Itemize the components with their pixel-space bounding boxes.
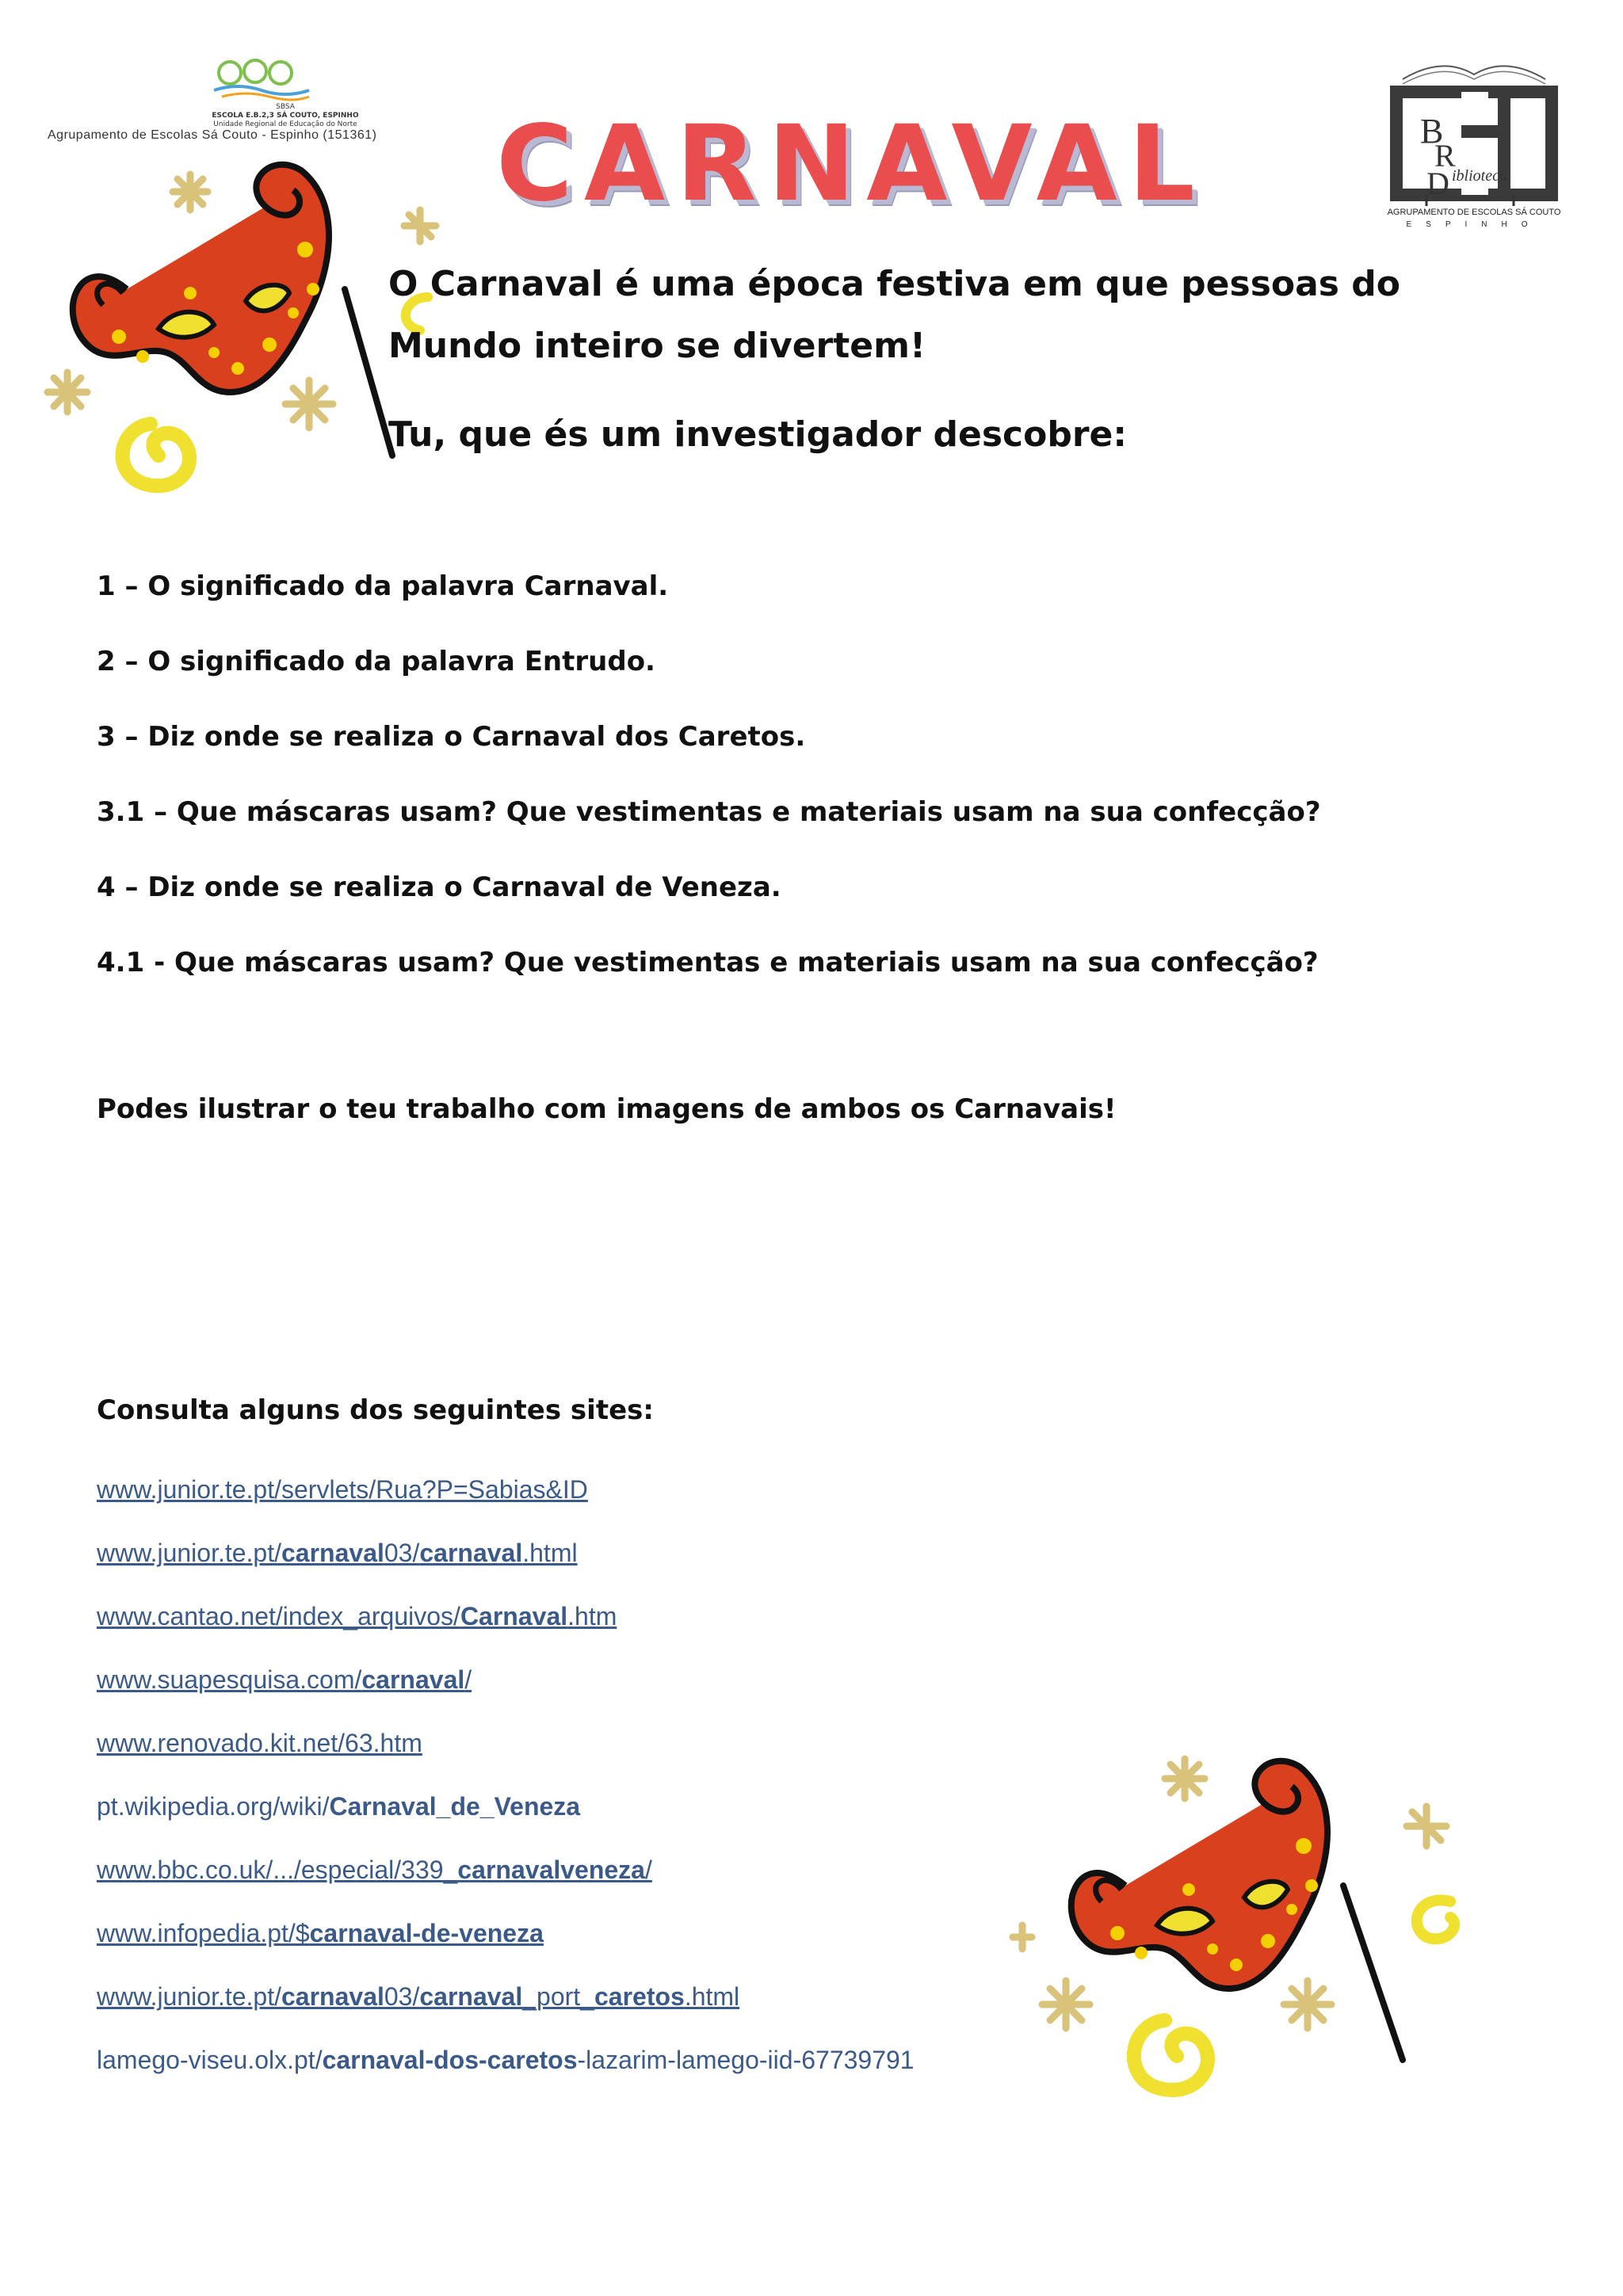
site-link[interactable] (97, 1470, 915, 1533)
carnival-mask-bottom (1006, 1727, 1482, 2139)
link-text: www.junior.te.pt/ (97, 1982, 281, 2011)
link-keyword: carnaval (361, 1665, 465, 1694)
link-text: www.junior.te.pt/servlets/Rua?P=Sabias&ID (97, 1475, 588, 1504)
intro-paragraph: O Carnaval é uma época festiva em que pessoas do Mundo inteiro se divertem! (388, 264, 1401, 366)
question-item: 1 – O significado da palavra Carnaval. (97, 570, 669, 602)
link-text: -lazarim-lamego-iid-67739791 (577, 2046, 915, 2074)
link-keyword: carnaval-dos-caretos (322, 2046, 578, 2074)
link-text: _port_ (522, 1982, 594, 2011)
link-keyword: caretos (594, 1982, 685, 2011)
link-keyword: Carnaval_de_Veneza (329, 1792, 581, 1821)
question-item: 4.1 - Que máscaras usam? Que vestimentas e materiais usam na sua confecção? (97, 947, 1319, 978)
illustrate-note: Podes ilustrar o teu trabalho com imagens de ambos os Carnavais! (97, 1093, 1117, 1125)
link-text: www.junior.te.pt/ (97, 1539, 281, 1567)
link-text: .html (684, 1982, 740, 2011)
school-emblem-caption: SBSA ESCOLA E.B.2,3 SÁ COUTO, ESPINHO Unidade Regional de Educação do Norte (212, 103, 359, 128)
title-text: CARNAVAL (496, 103, 1206, 225)
site-link[interactable] (97, 1787, 915, 1850)
library-logo-subcaption: ESPINHO (1406, 220, 1542, 229)
svg-text:R: R (1434, 138, 1456, 174)
site-link[interactable] (97, 1977, 915, 2040)
site-link-list (97, 1470, 915, 2103)
link-text: / (644, 1855, 652, 1884)
library-book-icon (1379, 55, 1569, 206)
link-text: .htm (567, 1602, 617, 1630)
link-text: www.renovado.kit.net/63.htm (97, 1729, 422, 1757)
sites-heading: Consulta alguns dos seguintes sites: (97, 1394, 654, 1426)
link-keyword: carnavalveneza (457, 1855, 645, 1884)
carnival-mask-icon (1006, 1727, 1482, 2139)
school-name: Agrupamento de Escolas Sá Couto - Espinho (151361) (48, 128, 377, 142)
svg-text:D: D (1426, 166, 1449, 201)
library-logo-caption: AGRUPAMENTO DE ESCOLAS SÁ COUTO (1387, 208, 1561, 217)
svg-text:B: B (1420, 112, 1444, 151)
site-link[interactable] (97, 1913, 915, 1977)
library-logo (1379, 55, 1569, 230)
link-keyword: carnaval-de-veneza (309, 1919, 544, 1947)
school-emblem-icon (206, 55, 317, 103)
link-text: www.bbc.co.uk/.../especial/339_ (97, 1855, 458, 1884)
link-text: .html (522, 1539, 578, 1567)
link-keyword: carnaval (281, 1539, 384, 1567)
question-item: 2 – O significado da palavra Entrudo. (97, 646, 655, 677)
site-link[interactable] (97, 1850, 915, 1913)
site-link[interactable] (97, 1596, 915, 1660)
link-keyword: Carnaval (460, 1602, 568, 1630)
intro-text (388, 254, 1514, 466)
question-item: 3.1 – Que máscaras usam? Que vestimentas e materiais usam na sua confecção? (97, 796, 1321, 828)
svg-text:iblioteca: iblioteca (1452, 167, 1507, 185)
link-keyword: carnaval (281, 1982, 384, 2011)
link-keyword: carnaval (419, 1539, 523, 1567)
link-text: 03/ (384, 1539, 420, 1567)
link-text: www.infopedia.pt/$ (97, 1919, 310, 1947)
link-text: 03/ (384, 1982, 420, 2011)
site-link[interactable] (97, 1533, 915, 1596)
site-link[interactable] (97, 2040, 915, 2103)
question-list (97, 563, 1523, 1014)
intro-prompt: Tu, que és um investigador descobre: (388, 414, 1127, 455)
link-text: lamego-viseu.olx.pt/ (97, 2046, 323, 2074)
link-text: / (464, 1665, 472, 1694)
link-keyword: carnaval (419, 1982, 523, 2011)
link-text: pt.wikipedia.org/wiki/ (97, 1792, 330, 1821)
question-item: 4 – Diz onde se realiza o Carnaval de Veneza. (97, 871, 781, 903)
site-link[interactable] (97, 1723, 915, 1787)
link-text: www.suapesquisa.com/ (97, 1665, 362, 1694)
site-link[interactable] (97, 1660, 915, 1723)
question-item: 3 – Diz onde se realiza o Carnaval dos Caretos. (97, 721, 806, 753)
link-text: www.cantao.net/index_arquivos/ (97, 1602, 460, 1630)
